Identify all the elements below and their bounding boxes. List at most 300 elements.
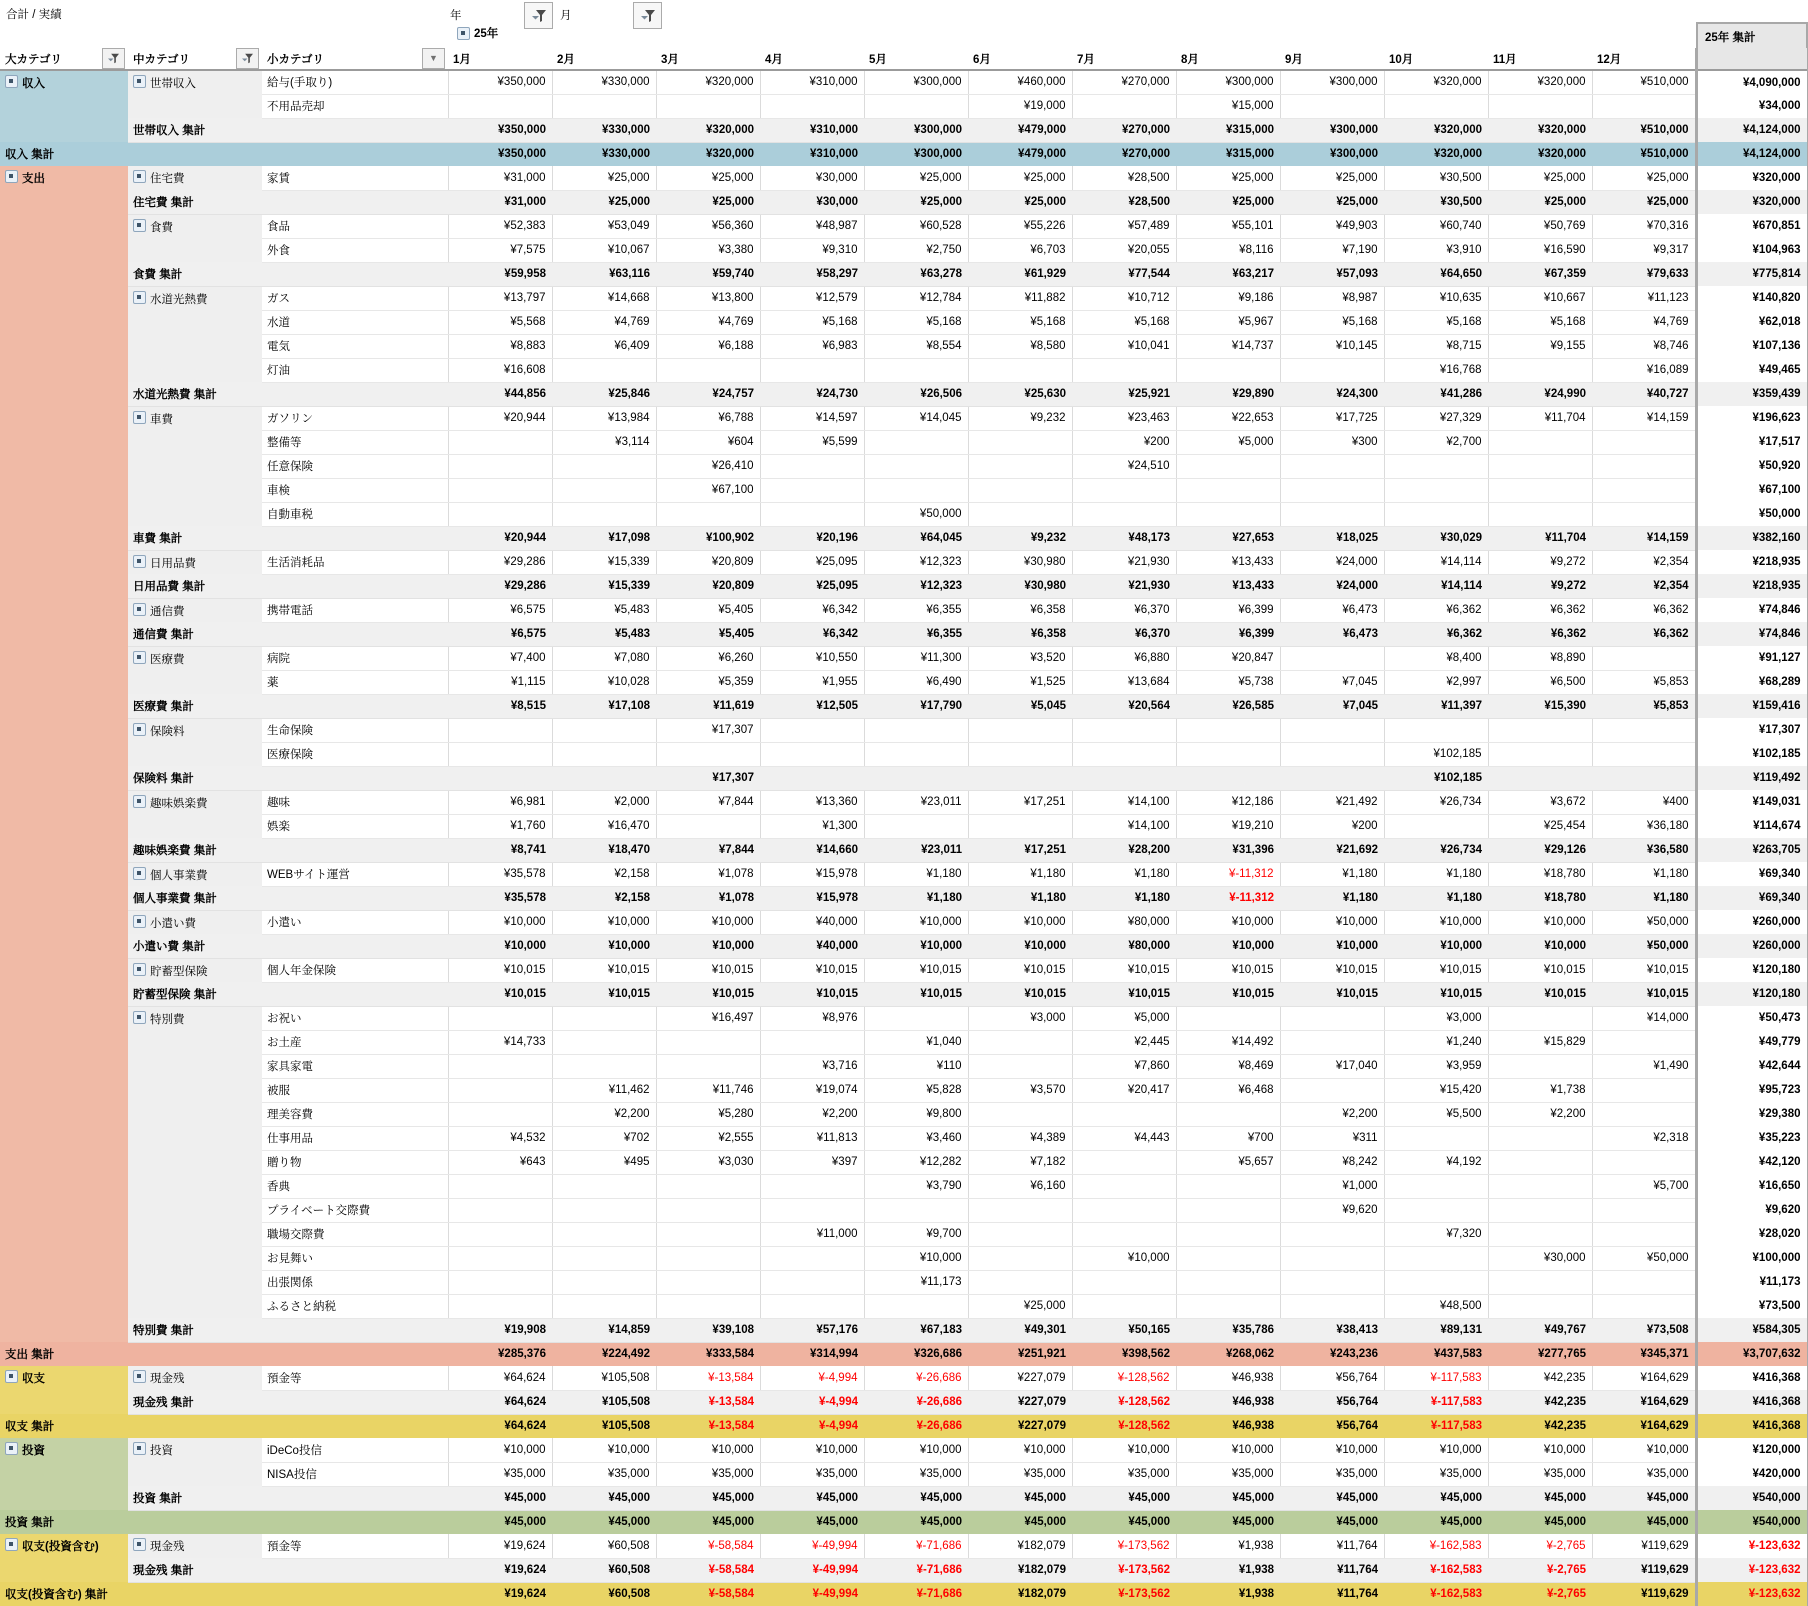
value-cell[interactable]: ¥60,508 xyxy=(552,1534,656,1558)
annual-total-cell[interactable]: ¥196,623 xyxy=(1696,406,1808,430)
value-cell[interactable] xyxy=(552,1222,656,1246)
major-category-cell[interactable]: 収入 xyxy=(0,70,128,142)
minor-category-cell[interactable]: 給与(手取り) xyxy=(262,70,448,94)
annual-total-cell[interactable]: ¥159,416 xyxy=(1696,694,1808,718)
value-cell[interactable]: ¥6,468 xyxy=(1176,1078,1280,1102)
value-cell[interactable]: ¥3,380 xyxy=(656,238,760,262)
value-cell[interactable]: ¥15,000 xyxy=(1176,94,1280,118)
minor-category-dropdown-button[interactable] xyxy=(422,48,445,69)
value-cell[interactable]: ¥11,123 xyxy=(1592,286,1696,310)
subtotal-value-cell[interactable]: ¥25,000 xyxy=(864,190,968,214)
value-cell[interactable]: ¥10,000 xyxy=(864,1438,968,1462)
value-cell[interactable]: ¥1,180 xyxy=(1072,862,1176,886)
minor-category-cell[interactable]: 生活消耗品 xyxy=(262,550,448,574)
grand-total-value-cell[interactable]: ¥251,921 xyxy=(968,1342,1072,1366)
grand-total-value-cell[interactable]: ¥285,376 xyxy=(448,1342,552,1366)
value-cell[interactable]: ¥5,657 xyxy=(1176,1150,1280,1174)
subtotal-value-cell[interactable]: ¥14,159 xyxy=(1592,526,1696,550)
subtotal-value-cell[interactable]: ¥39,108 xyxy=(656,1318,760,1342)
value-cell[interactable]: ¥10,067 xyxy=(552,238,656,262)
value-cell[interactable]: ¥35,000 xyxy=(552,1462,656,1486)
minor-category-cell[interactable]: 娯楽 xyxy=(262,814,448,838)
subtotal-value-cell[interactable]: ¥320,000 xyxy=(1488,118,1592,142)
value-cell[interactable]: ¥20,809 xyxy=(656,550,760,574)
subtotal-value-cell[interactable]: ¥41,286 xyxy=(1384,382,1488,406)
major-category-cell[interactable]: 収支 xyxy=(0,1366,128,1414)
value-cell[interactable]: ¥7,575 xyxy=(448,238,552,262)
middle-category-header[interactable]: 中カテゴリ xyxy=(128,48,262,70)
annual-total-cell[interactable]: ¥584,305 xyxy=(1696,1318,1808,1342)
subtotal-value-cell[interactable]: ¥67,359 xyxy=(1488,262,1592,286)
value-cell[interactable] xyxy=(448,1006,552,1030)
collapse-year-icon[interactable] xyxy=(457,27,470,40)
subtotal-value-cell[interactable]: ¥8,515 xyxy=(448,694,552,718)
minor-category-cell[interactable]: 携帯電話 xyxy=(262,598,448,622)
value-cell[interactable]: ¥-4,994 xyxy=(760,1366,864,1390)
subtotal-value-cell[interactable]: ¥27,653 xyxy=(1176,526,1280,550)
value-cell[interactable] xyxy=(864,478,968,502)
value-cell[interactable] xyxy=(1072,1174,1176,1198)
value-cell[interactable] xyxy=(656,1030,760,1054)
value-cell[interactable] xyxy=(1384,718,1488,742)
subtotal-value-cell[interactable]: ¥25,000 xyxy=(1280,190,1384,214)
subtotal-value-cell[interactable]: ¥12,505 xyxy=(760,694,864,718)
value-cell[interactable]: ¥6,358 xyxy=(968,598,1072,622)
value-cell[interactable] xyxy=(968,1102,1072,1126)
value-cell[interactable]: ¥-58,584 xyxy=(656,1534,760,1558)
value-cell[interactable]: ¥50,000 xyxy=(864,502,968,526)
value-cell[interactable]: ¥25,000 xyxy=(968,1294,1072,1318)
value-cell[interactable] xyxy=(1176,1102,1280,1126)
subtotal-value-cell[interactable] xyxy=(1592,766,1696,790)
annual-total-cell[interactable]: ¥73,500 xyxy=(1696,1294,1808,1318)
value-cell[interactable]: ¥35,000 xyxy=(760,1462,864,1486)
value-cell[interactable]: ¥35,000 xyxy=(448,1462,552,1486)
value-cell[interactable]: ¥10,000 xyxy=(1384,910,1488,934)
subtotal-value-cell[interactable]: ¥14,114 xyxy=(1384,574,1488,598)
subtotal-value-cell[interactable]: ¥25,000 xyxy=(552,190,656,214)
grand-total-value-cell[interactable]: ¥224,492 xyxy=(552,1342,656,1366)
value-cell[interactable] xyxy=(1488,718,1592,742)
annual-total-cell[interactable]: ¥416,368 xyxy=(1696,1414,1808,1438)
value-cell[interactable]: ¥20,417 xyxy=(1072,1078,1176,1102)
value-cell[interactable] xyxy=(1488,358,1592,382)
subtotal-value-cell[interactable]: ¥57,093 xyxy=(1280,262,1384,286)
value-cell[interactable] xyxy=(1488,454,1592,478)
value-cell[interactable]: ¥3,910 xyxy=(1384,238,1488,262)
subtotal-label-cell[interactable]: 個人事業費 集計 xyxy=(128,886,448,910)
value-cell[interactable] xyxy=(1280,502,1384,526)
value-cell[interactable]: ¥3,520 xyxy=(968,646,1072,670)
subtotal-value-cell[interactable]: ¥10,000 xyxy=(968,934,1072,958)
value-cell[interactable] xyxy=(760,478,864,502)
middle-category-cell[interactable]: 個人事業費 xyxy=(128,862,262,886)
subtotal-value-cell[interactable]: ¥26,585 xyxy=(1176,694,1280,718)
grand-total-value-cell[interactable]: ¥227,079 xyxy=(968,1414,1072,1438)
grand-total-value-cell[interactable]: ¥45,000 xyxy=(656,1510,760,1534)
value-cell[interactable] xyxy=(1176,1270,1280,1294)
value-cell[interactable]: ¥5,168 xyxy=(1280,310,1384,334)
annual-total-cell[interactable]: ¥540,000 xyxy=(1696,1510,1808,1534)
minor-category-cell[interactable]: 整備等 xyxy=(262,430,448,454)
value-cell[interactable]: ¥10,015 xyxy=(968,958,1072,982)
value-cell[interactable] xyxy=(760,1030,864,1054)
month-header[interactable]: 4月 xyxy=(760,48,864,70)
value-cell[interactable]: ¥24,510 xyxy=(1072,454,1176,478)
subtotal-value-cell[interactable]: ¥25,000 xyxy=(1592,190,1696,214)
value-cell[interactable]: ¥350,000 xyxy=(448,70,552,94)
annual-total-cell[interactable]: ¥16,650 xyxy=(1696,1174,1808,1198)
subtotal-value-cell[interactable]: ¥80,000 xyxy=(1072,934,1176,958)
annual-total-cell[interactable]: ¥359,439 xyxy=(1696,382,1808,406)
grand-total-value-cell[interactable]: ¥64,624 xyxy=(448,1414,552,1438)
value-cell[interactable]: ¥35,000 xyxy=(1176,1462,1280,1486)
value-cell[interactable] xyxy=(1592,94,1696,118)
value-cell[interactable]: ¥14,045 xyxy=(864,406,968,430)
value-cell[interactable]: ¥56,360 xyxy=(656,214,760,238)
value-cell[interactable]: ¥15,339 xyxy=(552,550,656,574)
value-cell[interactable] xyxy=(448,742,552,766)
subtotal-value-cell[interactable]: ¥510,000 xyxy=(1592,118,1696,142)
value-cell[interactable]: ¥7,190 xyxy=(1280,238,1384,262)
value-cell[interactable]: ¥11,746 xyxy=(656,1078,760,1102)
value-cell[interactable]: ¥25,000 xyxy=(864,166,968,190)
value-cell[interactable]: ¥5,500 xyxy=(1384,1102,1488,1126)
grand-total-spacer-cell[interactable] xyxy=(128,1342,448,1366)
value-cell[interactable]: ¥-2,765 xyxy=(1488,1534,1592,1558)
month-header[interactable]: 7月 xyxy=(1072,48,1176,70)
value-cell[interactable]: ¥2,750 xyxy=(864,238,968,262)
minor-category-cell[interactable]: 自動車税 xyxy=(262,502,448,526)
minor-category-cell[interactable]: 医療保険 xyxy=(262,742,448,766)
value-cell[interactable]: ¥8,469 xyxy=(1176,1054,1280,1078)
value-cell[interactable]: ¥10,000 xyxy=(1488,1438,1592,1462)
subtotal-value-cell[interactable]: ¥29,126 xyxy=(1488,838,1592,862)
value-cell[interactable]: ¥21,930 xyxy=(1072,550,1176,574)
value-cell[interactable]: ¥35,000 xyxy=(1072,1462,1176,1486)
value-cell[interactable]: ¥-173,562 xyxy=(1072,1534,1176,1558)
value-cell[interactable]: ¥8,554 xyxy=(864,334,968,358)
grand-total-value-cell[interactable]: ¥-13,584 xyxy=(656,1414,760,1438)
subtotal-value-cell[interactable]: ¥2,354 xyxy=(1592,574,1696,598)
year-value[interactable]: 25年 xyxy=(474,28,499,40)
value-cell[interactable]: ¥10,015 xyxy=(1280,958,1384,982)
value-cell[interactable] xyxy=(656,1270,760,1294)
subtotal-label-cell[interactable]: 医療費 集計 xyxy=(128,694,448,718)
minor-category-cell[interactable]: お祝い xyxy=(262,1006,448,1030)
grand-total-value-cell[interactable]: ¥277,765 xyxy=(1488,1342,1592,1366)
value-cell[interactable] xyxy=(1072,1150,1176,1174)
minor-category-cell[interactable]: 不用品売却 xyxy=(262,94,448,118)
value-cell[interactable]: ¥10,000 xyxy=(1592,1438,1696,1462)
subtotal-value-cell[interactable]: ¥5,483 xyxy=(552,622,656,646)
value-cell[interactable]: ¥8,976 xyxy=(760,1006,864,1030)
value-cell[interactable]: ¥311 xyxy=(1280,1126,1384,1150)
value-cell[interactable]: ¥9,317 xyxy=(1592,238,1696,262)
value-cell[interactable]: ¥26,410 xyxy=(656,454,760,478)
value-cell[interactable] xyxy=(1592,1222,1696,1246)
annual-total-cell[interactable]: ¥4,124,000 xyxy=(1696,142,1808,166)
value-cell[interactable]: ¥4,769 xyxy=(1592,310,1696,334)
value-cell[interactable]: ¥5,853 xyxy=(1592,670,1696,694)
subtotal-value-cell[interactable]: ¥56,764 xyxy=(1280,1390,1384,1414)
subtotal-value-cell[interactable]: ¥6,342 xyxy=(760,622,864,646)
value-cell[interactable] xyxy=(1488,1174,1592,1198)
annual-total-cell[interactable]: ¥69,340 xyxy=(1696,886,1808,910)
grand-total-value-cell[interactable]: ¥314,994 xyxy=(760,1342,864,1366)
value-cell[interactable]: ¥-117,583 xyxy=(1384,1366,1488,1390)
value-cell[interactable]: ¥10,712 xyxy=(1072,286,1176,310)
grand-total-label-cell[interactable]: 収支 集計 xyxy=(0,1414,128,1438)
pivot-collapse-icon[interactable] xyxy=(5,1442,18,1455)
value-cell[interactable] xyxy=(1072,1198,1176,1222)
value-cell[interactable]: ¥70,316 xyxy=(1592,214,1696,238)
subtotal-value-cell[interactable]: ¥6,575 xyxy=(448,622,552,646)
value-cell[interactable]: ¥19,074 xyxy=(760,1078,864,1102)
middle-category-cell[interactable]: 食費 xyxy=(128,214,262,262)
value-cell[interactable] xyxy=(1384,1270,1488,1294)
value-cell[interactable] xyxy=(1072,1102,1176,1126)
subtotal-value-cell[interactable]: ¥8,741 xyxy=(448,838,552,862)
grand-total-value-cell[interactable]: ¥243,236 xyxy=(1280,1342,1384,1366)
value-cell[interactable]: ¥15,829 xyxy=(1488,1030,1592,1054)
value-cell[interactable]: ¥5,967 xyxy=(1176,310,1280,334)
annual-total-cell[interactable]: ¥120,180 xyxy=(1696,982,1808,1006)
month-header[interactable]: 9月 xyxy=(1280,48,1384,70)
value-cell[interactable]: ¥80,000 xyxy=(1072,910,1176,934)
grand-total-value-cell[interactable]: ¥45,000 xyxy=(1280,1510,1384,1534)
subtotal-value-cell[interactable]: ¥49,301 xyxy=(968,1318,1072,1342)
subtotal-value-cell[interactable]: ¥1,180 xyxy=(1592,886,1696,910)
value-cell[interactable]: ¥11,882 xyxy=(968,286,1072,310)
value-cell[interactable]: ¥1,955 xyxy=(760,670,864,694)
subtotal-value-cell[interactable]: ¥2,158 xyxy=(552,886,656,910)
value-cell[interactable]: ¥3,959 xyxy=(1384,1054,1488,1078)
value-cell[interactable]: ¥700 xyxy=(1176,1126,1280,1150)
subtotal-value-cell[interactable]: ¥30,029 xyxy=(1384,526,1488,550)
subtotal-value-cell[interactable]: ¥1,180 xyxy=(1072,886,1176,910)
value-cell[interactable]: ¥16,608 xyxy=(448,358,552,382)
value-cell[interactable]: ¥56,764 xyxy=(1280,1366,1384,1390)
subtotal-value-cell[interactable]: ¥17,790 xyxy=(864,694,968,718)
value-cell[interactable] xyxy=(656,742,760,766)
value-cell[interactable]: ¥14,100 xyxy=(1072,790,1176,814)
major-category-header[interactable]: 大カテゴリ xyxy=(0,48,128,70)
value-cell[interactable]: ¥25,000 xyxy=(656,166,760,190)
annual-total-cell[interactable]: ¥67,100 xyxy=(1696,478,1808,502)
subtotal-value-cell[interactable]: ¥63,278 xyxy=(864,262,968,286)
value-cell[interactable]: ¥16,497 xyxy=(656,1006,760,1030)
value-cell[interactable]: ¥17,251 xyxy=(968,790,1072,814)
subtotal-value-cell[interactable]: ¥9,272 xyxy=(1488,574,1592,598)
minor-category-cell[interactable]: 預金等 xyxy=(262,1366,448,1390)
subtotal-value-cell[interactable]: ¥10,015 xyxy=(1384,982,1488,1006)
annual-total-cell[interactable]: ¥50,000 xyxy=(1696,502,1808,526)
annual-total-cell[interactable]: ¥670,851 xyxy=(1696,214,1808,238)
annual-total-cell[interactable]: ¥28,020 xyxy=(1696,1222,1808,1246)
pivot-collapse-icon[interactable] xyxy=(5,1538,18,1551)
value-cell[interactable]: ¥53,049 xyxy=(552,214,656,238)
value-cell[interactable]: ¥25,000 xyxy=(1176,166,1280,190)
value-cell[interactable]: ¥13,360 xyxy=(760,790,864,814)
value-cell[interactable]: ¥35,000 xyxy=(1488,1462,1592,1486)
subtotal-value-cell[interactable]: ¥11,704 xyxy=(1488,526,1592,550)
value-cell[interactable] xyxy=(1280,1294,1384,1318)
value-cell[interactable]: ¥300 xyxy=(1280,430,1384,454)
value-cell[interactable]: ¥2,354 xyxy=(1592,550,1696,574)
grand-total-value-cell[interactable]: ¥315,000 xyxy=(1176,142,1280,166)
month-header[interactable]: 2月 xyxy=(552,48,656,70)
grand-total-value-cell[interactable]: ¥437,583 xyxy=(1384,1342,1488,1366)
pivot-collapse-icon[interactable] xyxy=(133,603,146,616)
subtotal-value-cell[interactable]: ¥58,297 xyxy=(760,262,864,286)
annual-total-cell[interactable]: ¥382,160 xyxy=(1696,526,1808,550)
subtotal-value-cell[interactable]: ¥6,362 xyxy=(1592,622,1696,646)
value-cell[interactable] xyxy=(968,814,1072,838)
value-cell[interactable] xyxy=(1488,1294,1592,1318)
subtotal-value-cell[interactable]: ¥13,433 xyxy=(1176,574,1280,598)
value-cell[interactable]: ¥14,737 xyxy=(1176,334,1280,358)
value-cell[interactable]: ¥10,667 xyxy=(1488,286,1592,310)
value-cell[interactable]: ¥25,000 xyxy=(1488,166,1592,190)
subtotal-value-cell[interactable]: ¥25,000 xyxy=(1176,190,1280,214)
pivot-collapse-icon[interactable] xyxy=(133,411,146,424)
subtotal-value-cell[interactable]: ¥45,000 xyxy=(1384,1486,1488,1510)
middle-category-cell[interactable]: 水道光熱費 xyxy=(128,286,262,382)
value-cell[interactable] xyxy=(1072,742,1176,766)
annual-total-cell[interactable]: ¥50,920 xyxy=(1696,454,1808,478)
value-cell[interactable]: ¥10,000 xyxy=(1488,910,1592,934)
value-cell[interactable]: ¥10,015 xyxy=(448,958,552,982)
annual-total-cell[interactable]: ¥102,185 xyxy=(1696,742,1808,766)
value-cell[interactable]: ¥12,579 xyxy=(760,286,864,310)
subtotal-value-cell[interactable]: ¥10,015 xyxy=(448,982,552,1006)
value-cell[interactable]: ¥5,168 xyxy=(760,310,864,334)
subtotal-value-cell[interactable]: ¥300,000 xyxy=(1280,118,1384,142)
value-cell[interactable]: ¥5,000 xyxy=(1176,430,1280,454)
value-cell[interactable]: ¥-71,686 xyxy=(864,1534,968,1558)
grand-total-value-cell[interactable]: ¥333,584 xyxy=(656,1342,760,1366)
subtotal-value-cell[interactable]: ¥64,650 xyxy=(1384,262,1488,286)
value-cell[interactable]: ¥12,323 xyxy=(864,550,968,574)
grand-total-value-cell[interactable]: ¥-2,765 xyxy=(1488,1582,1592,1606)
value-cell[interactable] xyxy=(448,718,552,742)
subtotal-value-cell[interactable]: ¥1,078 xyxy=(656,886,760,910)
value-cell[interactable]: ¥1,000 xyxy=(1280,1174,1384,1198)
value-cell[interactable]: ¥5,828 xyxy=(864,1078,968,1102)
minor-category-cell[interactable]: 灯油 xyxy=(262,358,448,382)
value-cell[interactable]: ¥35,000 xyxy=(656,1462,760,1486)
value-cell[interactable] xyxy=(1280,1270,1384,1294)
value-cell[interactable] xyxy=(552,1030,656,1054)
value-cell[interactable] xyxy=(552,1294,656,1318)
middle-category-cell[interactable]: 車費 xyxy=(128,406,262,526)
value-cell[interactable] xyxy=(760,718,864,742)
value-cell[interactable]: ¥57,489 xyxy=(1072,214,1176,238)
value-cell[interactable] xyxy=(760,1198,864,1222)
value-cell[interactable]: ¥8,116 xyxy=(1176,238,1280,262)
value-cell[interactable] xyxy=(1384,502,1488,526)
value-cell[interactable] xyxy=(1176,742,1280,766)
grand-total-value-cell[interactable]: ¥320,000 xyxy=(1488,142,1592,166)
value-cell[interactable] xyxy=(968,430,1072,454)
value-cell[interactable]: ¥604 xyxy=(656,430,760,454)
minor-category-cell[interactable]: 病院 xyxy=(262,646,448,670)
value-cell[interactable] xyxy=(1072,358,1176,382)
value-cell[interactable]: ¥4,192 xyxy=(1384,1150,1488,1174)
value-cell[interactable]: ¥3,790 xyxy=(864,1174,968,1198)
subtotal-value-cell[interactable]: ¥45,000 xyxy=(1176,1486,1280,1510)
grand-total-label-cell[interactable]: 支出 集計 xyxy=(0,1342,128,1366)
minor-category-cell[interactable]: 車検 xyxy=(262,478,448,502)
value-cell[interactable] xyxy=(552,1270,656,1294)
middle-category-cell[interactable]: 特別費 xyxy=(128,1006,262,1318)
subtotal-value-cell[interactable]: ¥15,339 xyxy=(552,574,656,598)
pivot-collapse-icon[interactable] xyxy=(133,1011,146,1024)
value-cell[interactable] xyxy=(760,94,864,118)
value-cell[interactable]: ¥3,716 xyxy=(760,1054,864,1078)
annual-total-cell[interactable]: ¥17,517 xyxy=(1696,430,1808,454)
grand-total-spacer-cell[interactable] xyxy=(128,1510,448,1534)
value-cell[interactable] xyxy=(552,358,656,382)
subtotal-value-cell[interactable] xyxy=(448,766,552,790)
value-cell[interactable]: ¥7,045 xyxy=(1280,670,1384,694)
subtotal-label-cell[interactable]: 小遣い費 集計 xyxy=(128,934,448,958)
value-cell[interactable]: ¥6,788 xyxy=(656,406,760,430)
grand-total-value-cell[interactable]: ¥-58,584 xyxy=(656,1582,760,1606)
value-cell[interactable]: ¥15,420 xyxy=(1384,1078,1488,1102)
subtotal-value-cell[interactable]: ¥44,856 xyxy=(448,382,552,406)
subtotal-value-cell[interactable]: ¥11,397 xyxy=(1384,694,1488,718)
value-cell[interactable]: ¥6,409 xyxy=(552,334,656,358)
value-cell[interactable]: ¥6,575 xyxy=(448,598,552,622)
value-cell[interactable]: ¥14,000 xyxy=(1592,1006,1696,1030)
month-filter-button[interactable] xyxy=(633,2,662,29)
grand-total-value-cell[interactable]: ¥119,629 xyxy=(1592,1582,1696,1606)
value-cell[interactable] xyxy=(448,1174,552,1198)
subtotal-value-cell[interactable]: ¥330,000 xyxy=(552,118,656,142)
subtotal-value-cell[interactable]: ¥102,185 xyxy=(1384,766,1488,790)
value-cell[interactable]: ¥10,015 xyxy=(656,958,760,982)
value-cell[interactable] xyxy=(1072,1222,1176,1246)
value-cell[interactable]: ¥5,405 xyxy=(656,598,760,622)
value-cell[interactable]: ¥5,168 xyxy=(1384,310,1488,334)
annual-total-cell[interactable]: ¥74,846 xyxy=(1696,598,1808,622)
annual-total-cell[interactable]: ¥140,820 xyxy=(1696,286,1808,310)
value-cell[interactable]: ¥10,145 xyxy=(1280,334,1384,358)
value-cell[interactable] xyxy=(448,1246,552,1270)
value-cell[interactable]: ¥-49,994 xyxy=(760,1534,864,1558)
value-cell[interactable] xyxy=(1488,502,1592,526)
value-cell[interactable]: ¥8,715 xyxy=(1384,334,1488,358)
value-cell[interactable]: ¥6,362 xyxy=(1488,598,1592,622)
middle-category-filter-button[interactable] xyxy=(236,48,259,69)
value-cell[interactable] xyxy=(1280,1078,1384,1102)
value-cell[interactable]: ¥18,780 xyxy=(1488,862,1592,886)
value-cell[interactable]: ¥20,055 xyxy=(1072,238,1176,262)
value-cell[interactable]: ¥164,629 xyxy=(1592,1366,1696,1390)
value-cell[interactable]: ¥1,078 xyxy=(656,862,760,886)
subtotal-value-cell[interactable]: ¥45,000 xyxy=(1592,1486,1696,1510)
value-cell[interactable]: ¥20,847 xyxy=(1176,646,1280,670)
value-cell[interactable]: ¥5,568 xyxy=(448,310,552,334)
value-cell[interactable]: ¥4,769 xyxy=(552,310,656,334)
subtotal-value-cell[interactable]: ¥20,944 xyxy=(448,526,552,550)
value-cell[interactable] xyxy=(968,742,1072,766)
value-cell[interactable] xyxy=(1488,1006,1592,1030)
value-cell[interactable] xyxy=(552,454,656,478)
value-cell[interactable] xyxy=(1280,718,1384,742)
